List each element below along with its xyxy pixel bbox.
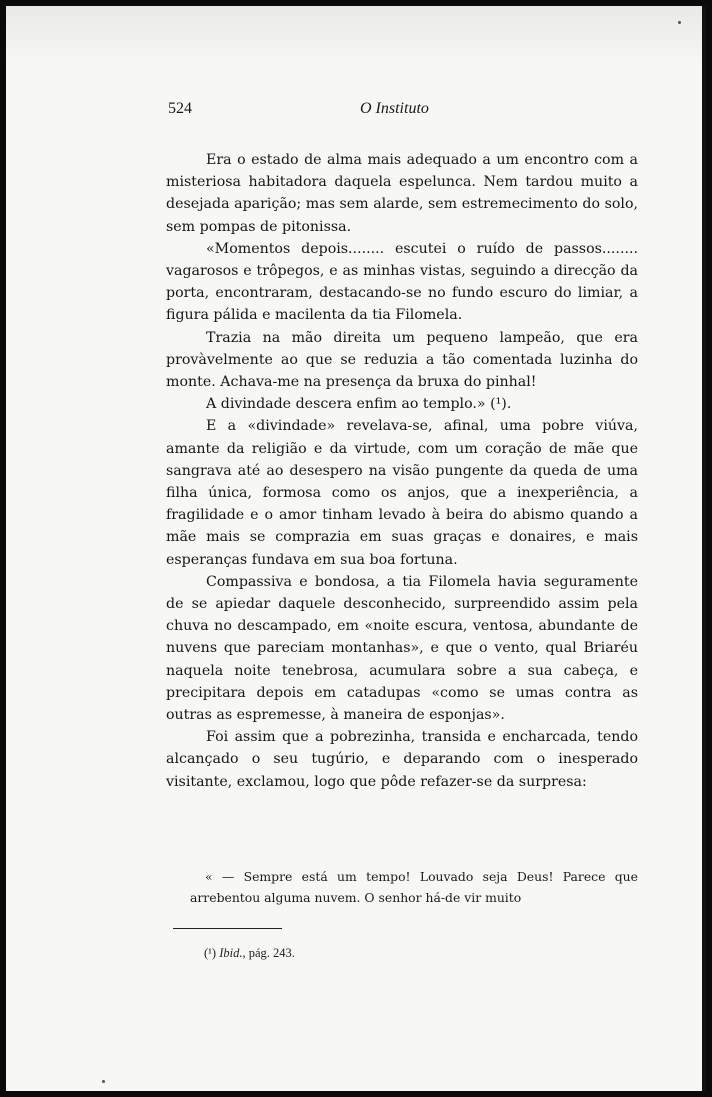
paragraph: A divindade descera enfim ao templo.» (¹). — [206, 396, 512, 413]
paragraph: Foi assim que a pobrezinha, transida e encharcada, tendo alcançado o seu tugúrio, e deparando com o inesperado visitante, exclamou, logo que pôde refazer-se da surpresa: — [166, 729, 638, 790]
body-text — [166, 149, 638, 793]
footnote-page-ref: , pág. 243. — [242, 946, 295, 960]
footnote-marker: (¹) — [204, 946, 217, 960]
paragraph: Compassiva e bondosa, a tia Filomela havia seguramente de se apiedar daquele desconhecido, surpreendido assim pela chuva no descampado, em «noite escura, ventosa, abundante de nuvens que pareciam montanhas», e que o vento, qual Briaréu naquela noite tenebrosa, acumulara sobre a sua cabeça, e precipitara depois em catadupas «como se umas contra as outras as espremesse, à maneira de esponjas». — [166, 573, 638, 724]
quote-text: « — Sempre está um tempo! Louvado seja Deus! Parece que arrebentou alguma nuvem. O senhor há-de vir muito — [190, 869, 638, 905]
paper-speck — [678, 21, 681, 24]
running-head — [6, 100, 702, 122]
paragraph: Era o estado de alma mais adequado a um encontro com a misteriosa habitadora daquela espelunca. Nem tardou muito a desejada aparição; mas sem alarde, sem estremecimento do solo, sem pompas de pitonissa. — [166, 152, 638, 235]
book-page — [6, 6, 706, 1091]
page-top-shade — [6, 6, 702, 66]
footnote — [204, 946, 295, 961]
footnote-source: Ibid. — [219, 946, 243, 960]
paragraph: E a «divindade» revelava-se, afinal, uma pobre viúva, amante da religião e da virtude, com um coração de mãe que sangrava até ao desespero na visão pungente da queda de uma filha única, formosa como os anjos, que a inexperiência, a fragilidade e o amor tinham levado à beira do abismo quando a mãe mais se comprazia em suas graças e donaires, e mais esperanças fundava em sua boa fortuna. — [166, 418, 638, 568]
paper-speck — [102, 1080, 105, 1083]
dialogue-quote — [190, 866, 638, 908]
paragraph: «Momentos depois........ escutei o ruído de passos........ vagarosos e trôpegos, e as minhas vistas, seguindo a direcção da porta, encontraram, destacando-se no fundo escuro do limiar, a figura pálida e macilenta da tia Filomela. — [166, 240, 638, 324]
paragraph: Trazia na mão direita um pequeno lampeão, que era provàvelmente ao que se reduzia a tão comentada luzinha do monte. Achava-me na presença da bruxa do pinhal! — [166, 329, 638, 391]
page-number: 524 — [168, 100, 192, 117]
journal-title: O Instituto — [360, 100, 429, 117]
footnote-rule — [173, 928, 282, 929]
